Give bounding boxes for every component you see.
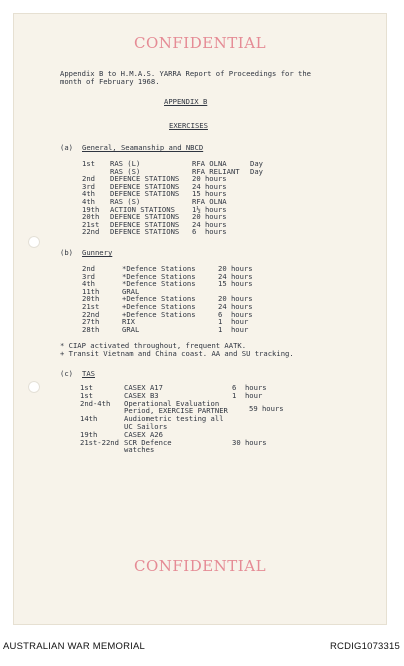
general-row-9-col-3: 24 hours [192,219,227,229]
section-a-title: General, Seamanship and NBCD [82,143,204,152]
general-row-10-col-2: DEFENCE STATIONS [110,227,180,237]
footer-source: AUSTRALIAN WAR MEMORIAL [3,641,146,652]
tas-side-note: 59 hours [249,404,284,413]
tas-row-2-col-2: CASEX B3 [124,390,159,400]
tas-row-8-col-1: 21st-22nd [80,437,119,447]
section-b-label: (b) [60,248,73,257]
gunnery-row-7-col-3: 6 hours [218,309,253,319]
gunnery-row-1-col-1: 2nd [82,264,95,273]
general-row-1-col-1: 1st [82,159,95,168]
general-row-3-col-2: DEFENCE STATIONS [110,174,180,184]
general-row-3-col-3: 20 hours [192,174,227,184]
general-row-5-col-3: 15 hours [192,189,227,199]
section-c-title: TAS [82,369,95,378]
tas-row-1-col-2: CASEX A17 [124,383,163,392]
gunnery-row-4-col-2: GRAL [122,286,140,296]
footer-id: RCDIG1073315 [330,641,400,652]
gunnery-row-3-col-1: 4th [82,279,95,289]
tas-row-3-col-2: Operational Evaluation [124,398,220,408]
general-row-8-col-3: 20 hours [192,212,227,222]
header-line-2: month of February 1968. [60,77,160,86]
tas-row-1-col-1: 1st [80,383,93,392]
gunnery-row-1-col-3: 20 hours [218,264,253,273]
tas-row-1-col-3: 6 hours [232,383,267,392]
gunnery-row-1-col-2: *Defence Stations [122,264,196,273]
gunnery-row-7-col-1: 22nd [82,309,100,319]
section-c-label: (c) [60,369,73,378]
tas-row-3-col-1: 2nd-4th [80,398,111,408]
gunnery-row-5-col-1: 20th [82,294,100,304]
general-row-4-col-3: 24 hours [192,181,227,191]
general-row-2-col-3: RFA RELIANT [192,166,240,176]
general-row-2-col-4: Day [250,166,263,176]
tas-row-2-col-3: 1 hour [232,390,263,400]
gunnery-row-3-col-2: *Defence Stations [122,279,196,289]
gunnery-row-2-col-1: 3rd [82,271,95,281]
gunnery-row-8-col-3: 1 hour [218,317,249,327]
section-b-title: Gunnery [82,248,113,257]
general-row-5-col-2: DEFENCE STATIONS [110,189,180,199]
general-row-5-col-1: 4th [82,189,95,199]
gunnery-row-2-col-3: 24 hours [218,271,253,281]
tas-row-5-col-2: Audiometric testing all [124,414,224,424]
gunnery-row-9-col-2: GRAL [122,324,140,334]
gunnery-row-3-col-3: 15 hours [218,279,253,289]
punch-hole-top [28,236,40,248]
header-line-1: Appendix B to H.M.A.S. YARRA Report of Proceedings for the [60,69,311,78]
gunnery-row-5-col-3: 20 hours [218,294,253,304]
general-row-9-col-2: DEFENCE STATIONS [110,219,180,229]
punch-hole-bottom [28,381,40,393]
gunnery-row-6-col-1: 21st [82,302,100,311]
gunnery-row-8-col-2: RIX [122,317,135,327]
general-row-1-col-3: RFA OLNA [192,159,227,168]
general-row-8-col-1: 20th [82,212,100,222]
appendix-title: APPENDIX B [164,97,208,106]
general-row-7-col-3: 1½ hours [192,204,227,214]
confidential-stamp-top: CONFIDENTIAL [133,34,267,52]
gunnery-row-4-col-1: 11th [82,286,100,296]
general-row-8-col-2: DEFENCE STATIONS [110,212,180,222]
tas-row-5-col-1: 14th [80,414,98,424]
general-row-7-col-2: ACTION STATIONS [110,204,175,214]
gunnery-note-2: + Transit Vietnam and China coast. AA and SU tracking. [60,349,294,358]
general-row-10-col-3: 6 hours [192,227,227,237]
gunnery-row-2-col-2: *Defence Stations [122,271,196,281]
gunnery-row-6-col-3: 24 hours [218,302,253,311]
tas-row-7-col-2: CASEX A26 [124,429,163,439]
gunnery-row-5-col-2: +Defence Stations [122,294,196,304]
general-row-6-col-2: RAS (S) [110,197,141,206]
general-row-2-col-2: RAS (S) [110,166,141,176]
gunnery-row-7-col-2: +Defence Stations [122,309,196,319]
exercises-heading: EXERCISES [169,121,208,130]
gunnery-row-6-col-2: +Defence Stations [122,302,196,311]
gunnery-row-8-col-1: 27th [82,317,100,327]
tas-row-7-col-1: 19th [80,429,98,439]
tas-row-8-col-3: 30 hours [232,437,267,447]
tas-row-8-col-2: SCR Defence [124,437,172,447]
general-row-1-col-2: RAS (L) [110,159,141,168]
general-row-6-col-3: RFA OLNA [192,197,227,206]
tas-row-6-col-2: UC Sailors [124,422,168,431]
general-row-4-col-2: DEFENCE STATIONS [110,181,180,191]
gunnery-row-9-col-3: 1 hour [218,324,249,334]
general-row-9-col-1: 21st [82,219,100,229]
general-row-1-col-4: Day [250,159,263,168]
document-page [14,14,386,624]
general-row-10-col-1: 22nd [82,227,100,237]
general-row-3-col-1: 2nd [82,174,95,184]
gunnery-row-9-col-1: 28th [82,324,100,334]
general-row-7-col-1: 19th [82,204,100,214]
tas-row-4-col-2: Period, EXERCISE PARTNER [124,406,228,416]
gunnery-note-1: * CIAP activated throughout, frequent AATK. [60,341,247,350]
tas-row-9-col-2: watches [124,445,155,455]
general-row-4-col-1: 3rd [82,181,95,191]
confidential-stamp-bottom: CONFIDENTIAL [133,557,267,575]
general-row-6-col-1: 4th [82,197,95,206]
section-a-label: (a) [60,143,73,152]
tas-row-2-col-1: 1st [80,390,93,400]
